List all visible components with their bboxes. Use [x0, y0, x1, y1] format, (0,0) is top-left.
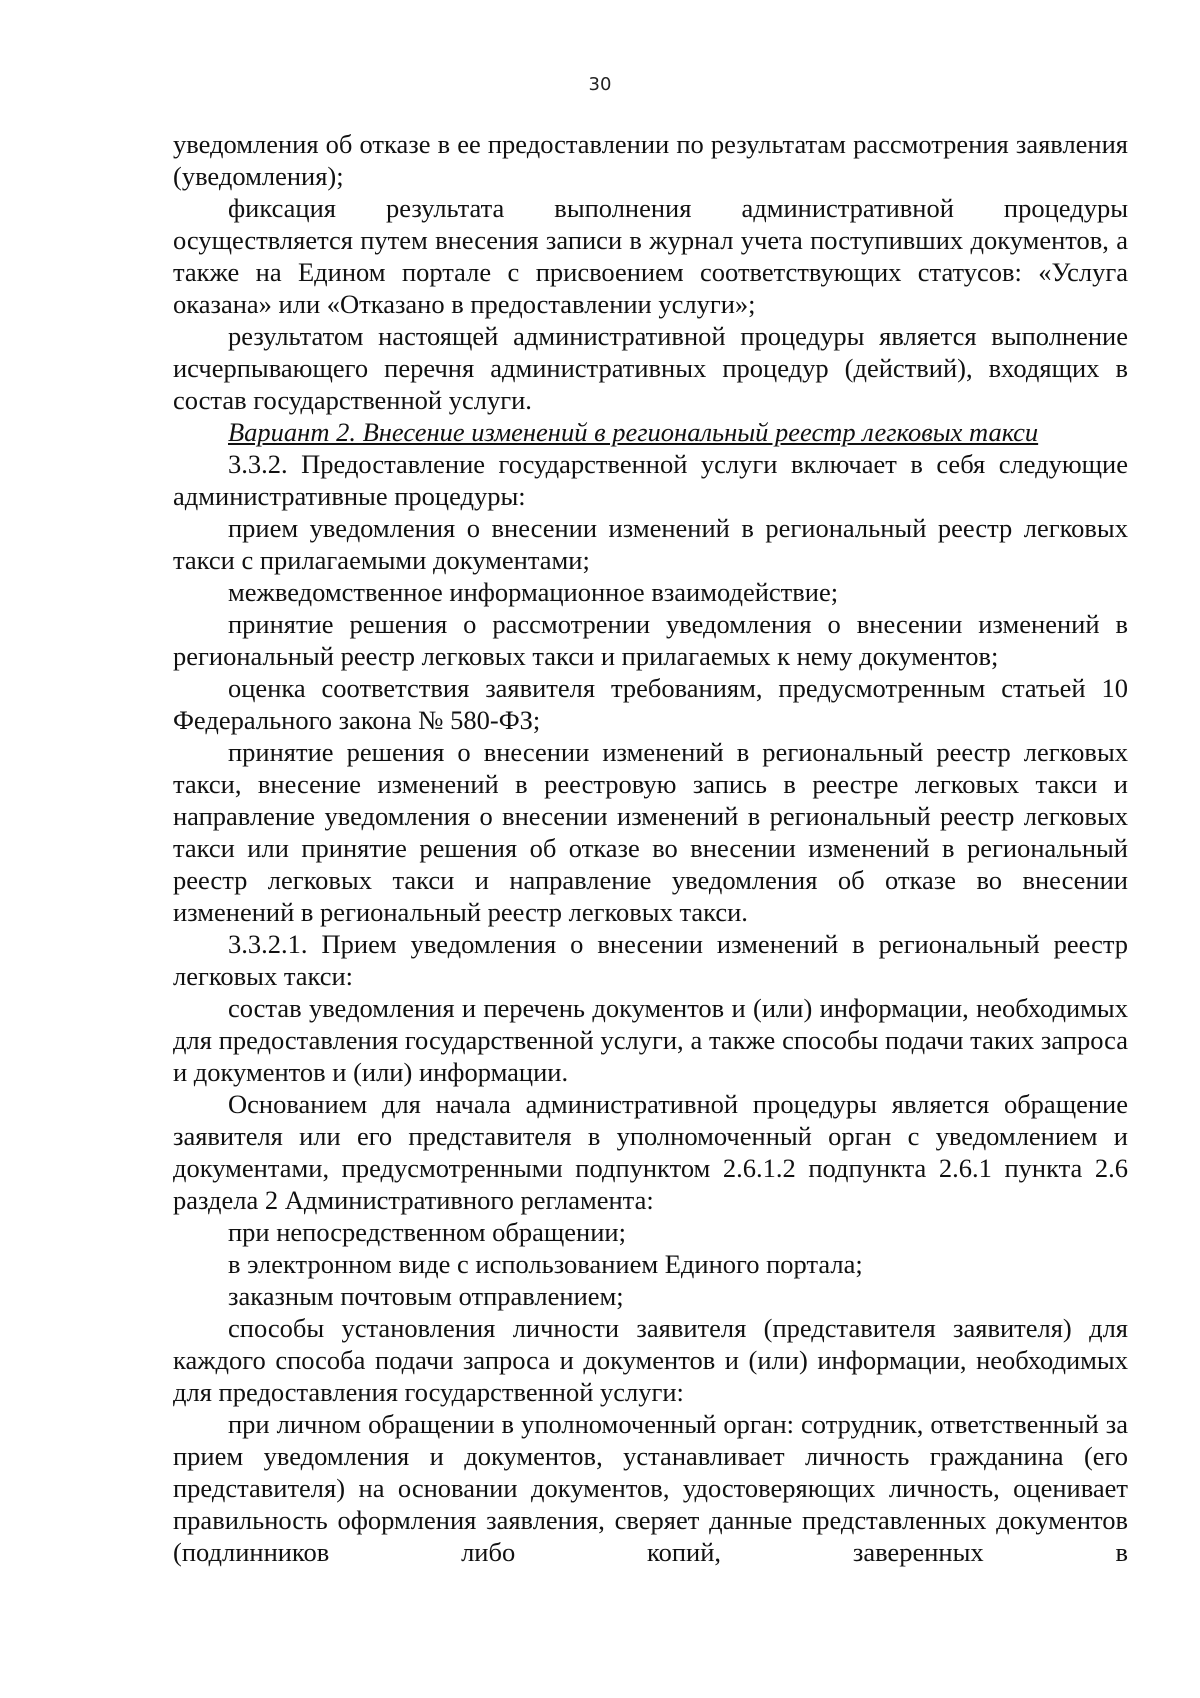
list-item-review-decision: принятие решения о рассмотрении уведомления о внесении изменений в региональный реестр легковых такси и прилагаемых к нему документов;: [173, 609, 1128, 671]
paragraph-3-3-2: 3.3.2. Предоставление государственной услуги включает в себя следующие административные процедуры:: [173, 449, 1128, 511]
paragraph-personal-appeal: при личном обращении в уполномоченный орган: сотрудник, ответственный за прием уведомления и документов, устанавливает личность гражданина (его представителя) на основании документов, удостоверяющих личность, оценивает правильность оформления заявления, сверяет данные представленных документов (подлинников либо копий, заверенных в: [173, 1409, 1128, 1567]
section-heading-variant-2: Вариант 2. Внесение изменений в региональный реестр легковых такси: [228, 417, 1039, 447]
page-number: 30: [588, 74, 612, 95]
paragraph-3-3-2-1: 3.3.2.1. Прием уведомления о внесении изменений в региональный реестр легковых такси:: [173, 929, 1128, 991]
list-item-amendment-decision: принятие решения о внесении изменений в региональный реестр легковых такси, внесение изменений в реестровую запись в реестре легковых такси и направление уведомления о внесении изменений в региональный реестр легковых такси или принятие решения об отказе во внесении изменений в региональный реестр легковых такси и направление уведомления об отказе во внесении изменений в региональный реестр легковых такси.: [173, 737, 1128, 927]
list-item-direct-appeal: при непосредственном обращении;: [228, 1217, 626, 1247]
paragraph-procedure-result: результатом настоящей административной процедуры является выполнение исчерпывающего перечня административных процедур (действий), входящих в состав государственной услуги.: [173, 321, 1128, 415]
paragraph-identity-methods: способы установления личности заявителя (представителя заявителя) для каждого способа подачи запроса и документов и (или) информации, необходимых для предоставления государственной услуги:: [173, 1313, 1128, 1407]
list-item-compliance-assessment: оценка соответствия заявителя требованиям, предусмотренным статьей 10 Федерального закона № 580-ФЗ;: [173, 673, 1128, 735]
list-item-notice-reception: прием уведомления о внесении изменений в региональный реестр легковых такси с прилагаемыми документами;: [173, 513, 1128, 575]
paragraph-continuation: уведомления об отказе в ее предоставлении по результатам рассмотрения заявления (уведомления);: [173, 129, 1128, 191]
list-item-electronic-form: в электронном виде с использованием Единого портала;: [228, 1249, 863, 1279]
list-item-registered-mail: заказным почтовым отправлением;: [228, 1281, 624, 1311]
list-item-interagency-interaction: межведомственное информационное взаимодействие;: [228, 577, 839, 607]
paragraph-procedure-basis: Основанием для начала административной процедуры является обращение заявителя или его представителя в уполномоченный орган с уведомлением и документами, предусмотренными подпунктом 2.6.1.2 подпункта 2.6.1 пункта 2.6 раздела 2 Административного регламента:: [173, 1089, 1128, 1215]
paragraph-result-fixation: фиксация результата выполнения административной процедуры осуществляется путем внесения записи в журнал учета поступивших документов, а также на Едином портале с присвоением соответствующих статусов: «Услуга оказана» или «Отказано в предоставлении услуги»;: [173, 193, 1128, 319]
document-body: [173, 128, 1128, 1568]
paragraph-notice-composition: состав уведомления и перечень документов и (или) информации, необходимых для предоставления государственной услуги, а также способы подачи таких запроса и документов и (или) информации.: [173, 993, 1128, 1087]
